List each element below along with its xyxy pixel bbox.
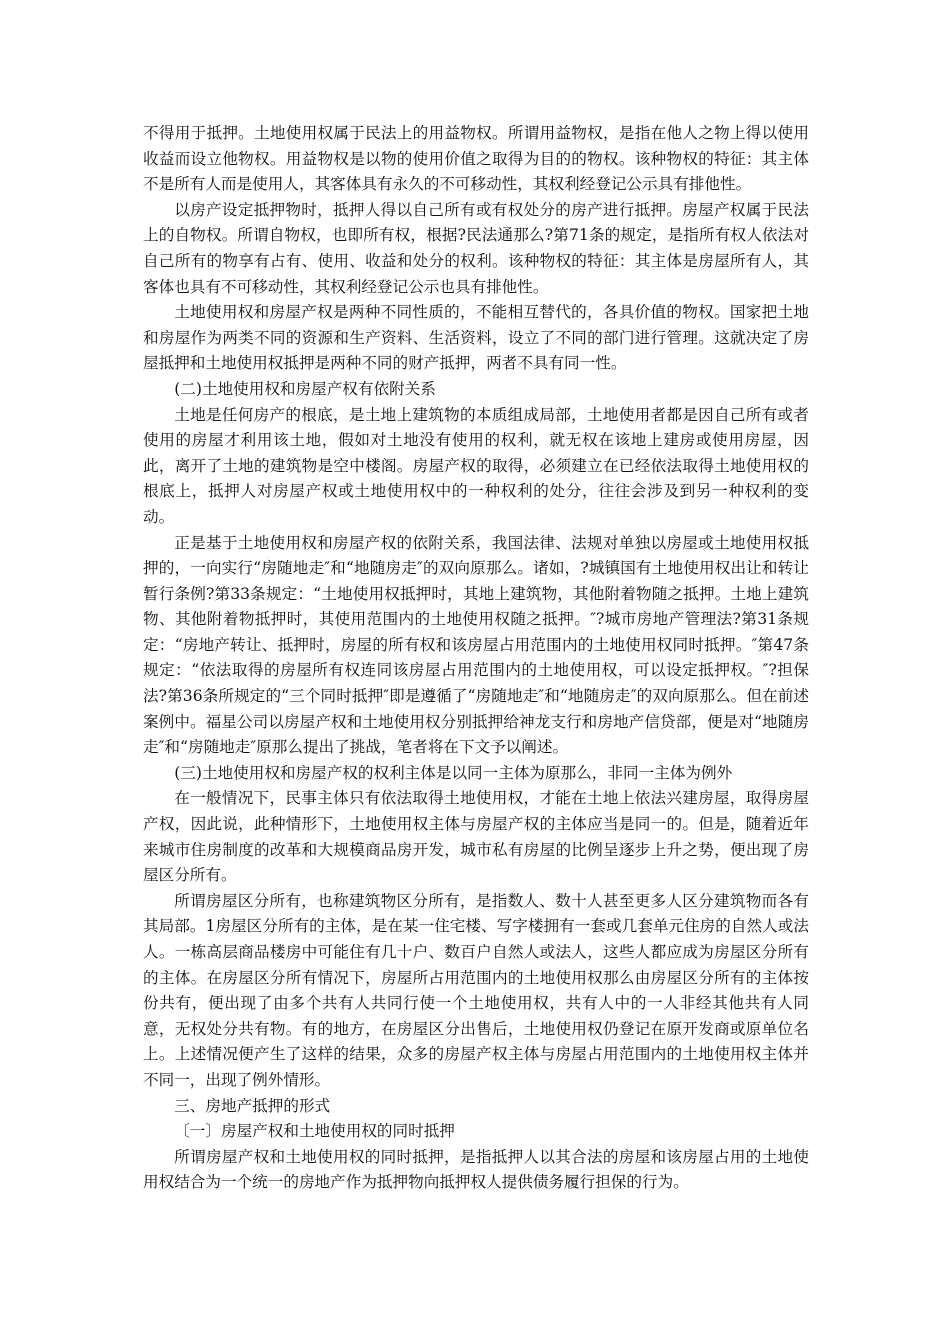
document-body: [143, 121, 809, 1196]
paragraph-1: 不得用于抵押。土地使用权属于民法上的用益物权。所谓用益物权，是指在他人之物上得以使用收益而设立他物权。用益物权是以物的使用价值之取得为目的的物权。该种物权的特征：其主体不是所有人而是使用人，其客体具有永久的不可移动性，其权利经登记公示具有排他性。: [143, 124, 809, 194]
section-heading-2: (二)土地使用权和房屋产权有依附关系: [174, 379, 436, 398]
paragraph-3: 土地使用权和房屋产权是两种不同性质的，不能相互替代的，各具价值的物权。国家把土地和房屋作为两类不同的资源和生产资料、生活资料，设立了不同的部门进行管理。这就决定了房屋抵押和土地使用权抵押是两种不同的财产抵押，两者不具有同一性。: [143, 303, 809, 373]
paragraph-7: 所谓房屋区分所有，也称建筑物区分所有，是指数人、数十人甚至更多人区分建筑物而各有其局部。1房屋区分所有的主体，是在某一住宅楼、写字楼拥有一套或几套单元住房的自然人或法人。一栋高层商品楼房中可能住有几十户、数百户自然人或法人，这些人都应成为房屋区分所有的主体。在房屋区分所有情况下，房屋所占用范围内的土地使用权那么由房屋区分所有的主体按份共有，便出现了由多个共有人共同行使一个土地使用权，共有人中的一人非经其他共有人同意，无权处分共有物。有的地方，在房屋区分出售后，土地使用权仍登记在原开发商或原单位名上。上述情况便产生了这样的结果，众多的房屋产权主体与房屋占用范围内的土地使用权主体并不同一，出现了例外情形。: [143, 891, 809, 1089]
section-heading-3: (三)土地使用权和房屋产权的权利主体是以同一主体为原那么，非同一主体为例外: [174, 763, 733, 782]
chapter-heading-3: 三、房地产抵押的形式: [174, 1096, 331, 1115]
paragraph-2: 以房产设定抵押物时，抵押人得以自己所有或有权处分的房产进行抵押。房屋产权属于民法上的自物权。所谓自物权，也即所有权，根据?民法通那么?第71条的规定，是指所有权人依法对自己所有的物享有占有、使用、收益和处分的权利。该种物权的特征：其主体是房屋所有人，其客体也具有不可移动性，其权利经登记公示也具有排他性。: [143, 200, 809, 296]
subsection-heading-1: 〔一〕房屋产权和土地使用权的同时抵押: [174, 1122, 455, 1141]
paragraph-6: 在一般情况下，民事主体只有依法取得土地使用权，才能在土地上依法兴建房屋，取得房屋产权，因此说，此种情形下，土地使用权主体与房屋产权的主体应当是同一的。但是，随着近年来城市住房制度的改革和大规模商品房开发，城市私有房屋的比例呈逐步上升之势，便出现了房屋区分所有。: [143, 789, 809, 885]
paragraph-5: 正是基于土地使用权和房屋产权的依附关系，我国法律、法规对单独以房屋或土地使用权抵押的，一向实行“房随地走″和“地随房走″的双向原那么。诸如，?城镇国有土地使用权出让和转让暂行条例?第33条规定：“土地使用权抵押时，其地上建筑物，其他附着物随之抵押。土地上建筑物、其他附着物抵押时，其使用范围内的土地使用权随之抵押。″?城市房地产管理法?第31条规定：“房地产转让、抵押时，房屋的所有权和该房屋占用范围内的土地使用权同时抵押。″第47条规定：“依法取得的房屋所有权连同该房屋占用范围内的土地使用权，可以设定抵押权。″?担保法?第36条所规定的“三个同时抵押″即是遵循了“房随地走″和“地随房走″的双向原那么。但在前述案例中。福星公司以房屋产权和土地使用权分别抵押给神龙支行和房地产信贷部，便是对“地随房走″和“房随地走″原那么提出了挑战，笔者将在下文予以阐述。: [143, 533, 809, 757]
paragraph-4: 土地是任何房产的根底，是土地上建筑物的本质组成局部，土地使用者都是因自己所有或者使用的房屋才利用该土地，假如对土地没有使用的权利，就无权在该地上建房或使用房屋，因此，离开了土地的建筑物是空中楼阁。房屋产权的取得，必须建立在已经依法取得土地使用权的根底上，抵押人对房屋产权或土地使用权中的一种权利的处分，往往会涉及到另一种权利的变动。: [143, 405, 809, 526]
paragraph-8: 所谓房屋产权和土地使用权的同时抵押，是指抵押人以其合法的房屋和该房屋占用的土地使用权结合为一个统一的房地产作为抵押物向抵押权人提供债务履行担保的行为。: [143, 1147, 809, 1192]
